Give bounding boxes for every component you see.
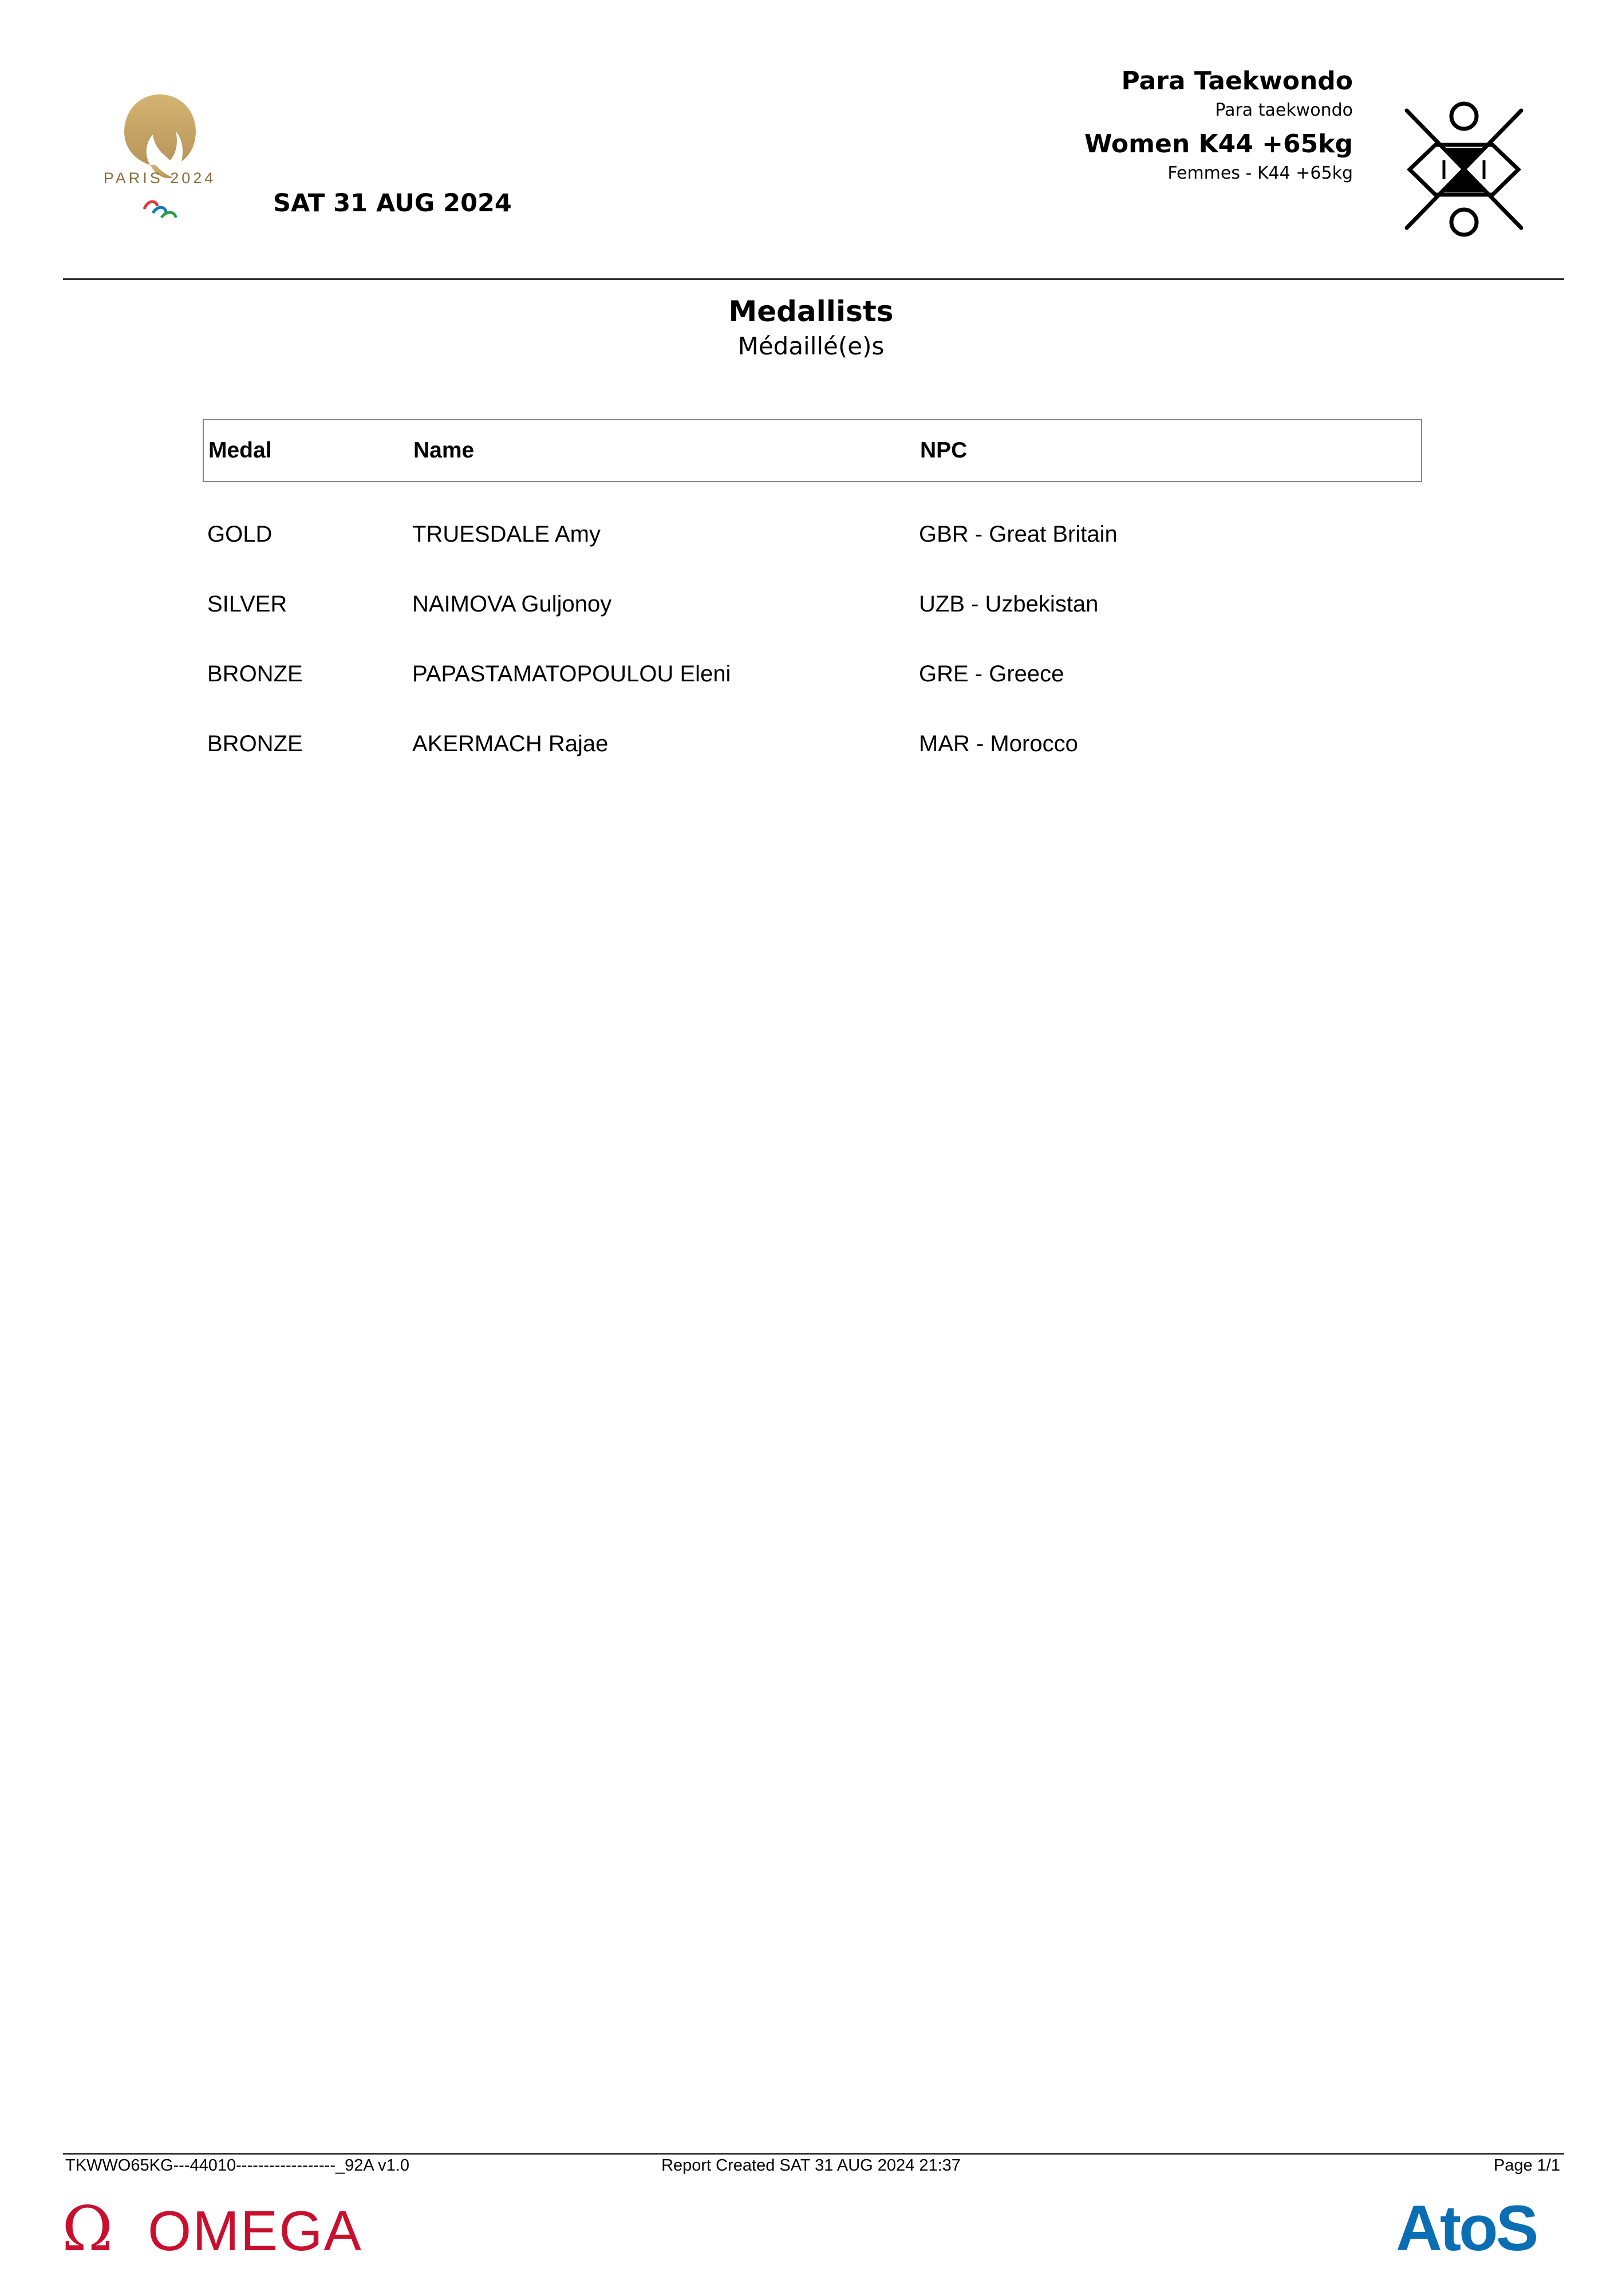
- npc-cell: GRE - Greece: [919, 661, 1064, 687]
- table-row: [203, 651, 1422, 697]
- report-date: SAT 31 AUG 2024: [273, 189, 512, 218]
- medal-cell: BRONZE: [207, 731, 303, 756]
- table-row: [203, 511, 1422, 557]
- header-divider: [63, 278, 1564, 280]
- sport-name-en: Para Taekwondo: [1121, 66, 1353, 96]
- column-header-name: Name: [413, 438, 475, 463]
- para-taekwondo-icon: [1392, 96, 1536, 242]
- athlete-name-cell: NAIMOVA Guljonoy: [412, 591, 612, 617]
- column-header-npc: NPC: [920, 438, 968, 463]
- page-title: Medallists: [728, 295, 894, 328]
- atos-logo-text: AtoS: [1396, 2194, 1537, 2258]
- paris-2024-paralympics-logo: [64, 63, 256, 240]
- table-row: [203, 721, 1422, 767]
- svg-text:Ω: Ω: [62, 2198, 113, 2261]
- report-code: TKWWO65KG---44010------------------_92A v1.0: [65, 2156, 409, 2175]
- npc-cell: GBR - Great Britain: [919, 522, 1118, 547]
- sport-name-fr: Para taekwondo: [1215, 100, 1353, 120]
- atos-logo: [1396, 2194, 1565, 2258]
- npc-cell: MAR - Morocco: [919, 731, 1078, 756]
- omega-logo-text: OMEGA: [148, 2199, 362, 2261]
- medal-cell: BRONZE: [207, 661, 303, 687]
- table-row: [203, 581, 1422, 627]
- medal-cell: SILVER: [207, 591, 287, 617]
- event-name-fr: Femmes - K44 +65kg: [1167, 163, 1353, 183]
- paris-2024-logo-text: PARIS 2024: [103, 169, 216, 187]
- medal-cell: GOLD: [207, 522, 273, 547]
- omega-logo: [62, 2198, 394, 2261]
- table-header: [203, 419, 1422, 482]
- npc-cell: UZB - Uzbekistan: [919, 591, 1099, 617]
- athlete-name-cell: PAPASTAMATOPOULOU Eleni: [412, 661, 731, 687]
- column-header-medal: Medal: [208, 438, 272, 463]
- page-number: Page 1/1: [1493, 2156, 1560, 2175]
- event-name-en: Women K44 +65kg: [1084, 129, 1353, 159]
- event-heading: [1084, 66, 1353, 183]
- athlete-name-cell: TRUESDALE Amy: [412, 522, 601, 547]
- footer-divider: [63, 2153, 1564, 2155]
- athlete-name-cell: AKERMACH Rajae: [412, 731, 609, 756]
- report-created: Report Created SAT 31 AUG 2024 21:37: [661, 2156, 961, 2175]
- page-subtitle-fr: Médaillé(e)s: [737, 332, 885, 360]
